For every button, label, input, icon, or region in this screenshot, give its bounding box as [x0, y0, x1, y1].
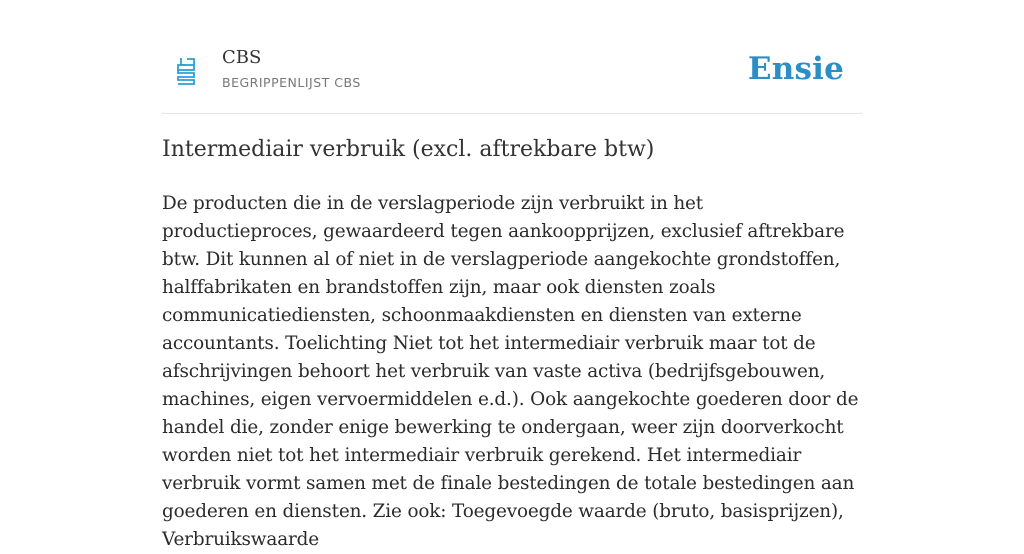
cbs-logo-icon[interactable]	[175, 56, 197, 86]
brand-name[interactable]: CBS	[222, 47, 262, 68]
header	[162, 40, 862, 114]
ensie-home-link[interactable]: Ensie	[747, 51, 844, 87]
brand-subtitle[interactable]: BEGRIPPENLIJST CBS	[222, 75, 361, 90]
page-title: Intermediair verbruik (excl. aftrekbare btw)	[162, 137, 655, 162]
definition-text: De producten die in de verslagperiode zijn verbruikt in het productieproces, gewaardeerd tegen aankoopprijzen, exclusief aftrekbare btw. Dit kunnen al of niet in de verslagperiode aangekochte grondstoffen, halffabrikaten en brandstoffen zijn, maar ook diensten zoals communicatiediensten, schoonmaakdiensten en diensten van externe accountants. Toelichting Niet tot het intermediair verbruik maar tot de afschrijvingen behoort het verbruik van vaste activa (bedrijfsgebouwen, machines, eigen vervoermiddelen e.d.). Ook aangekochte goederen door de handel die, zonder enige bewerking te ondergaan, weer zijn doorverkocht worden niet tot het intermediair verbruik gerekend. Het intermediair verbruik vormt samen met de finale bestedingen de totale bestedingen aan goederen en diensten. Zie ook: Toegevoegde waarde (bruto, basisprijzen), Verbruikswaarde	[162, 193, 859, 550]
